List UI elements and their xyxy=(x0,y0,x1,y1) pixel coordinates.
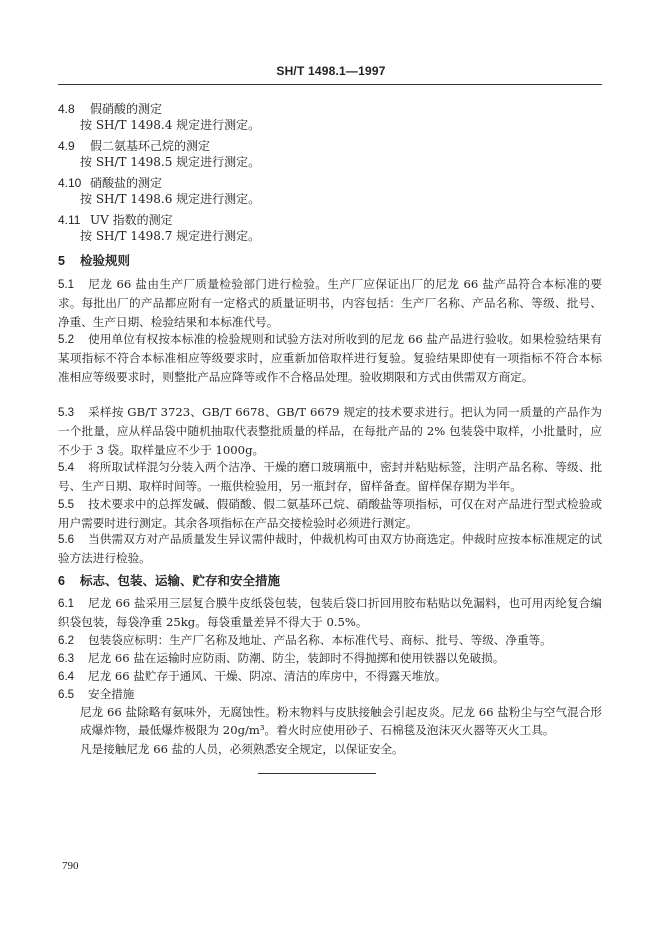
clause-text: 安全措施 xyxy=(88,687,135,701)
clause-body: 按 SH/T 1498.5 规定进行测定。 xyxy=(80,155,261,169)
section-5-heading xyxy=(58,251,130,269)
clause-6-3 xyxy=(58,649,602,668)
clause-text: 包装袋应标明：生产厂名称及地址、产品名称、本标准代号、商标、批号、等级、净重等。 xyxy=(88,633,552,647)
safety-measures-text: 尼龙 66 盐除略有氨味外，无腐蚀性。粉末物料与皮肤接触会引起皮炎。尼龙 66 盐粉尘与空气混合形成爆炸物，最低爆炸极限为 20g/m³。着火时应使用砂子、石棉毯及泡沫灭火器等灭火工具。 xyxy=(80,705,602,738)
clause-number: 6.5 xyxy=(58,688,75,701)
clause-5-4 xyxy=(58,458,602,496)
clause-number: 5.1 xyxy=(58,278,75,291)
clause-5-1 xyxy=(58,275,602,331)
clause-6-5 xyxy=(58,685,602,704)
section-4-9 xyxy=(58,138,602,170)
clause-text: 尼龙 66 盐采用三层复合膜牛皮纸袋包装，包装后袋口折回用胶布粘贴以免漏料，也可用丙纶复合编织袋包装，每袋净重 25kg。每袋重量差异不得大于 0.5%。 xyxy=(58,596,602,630)
clause-number: 5.3 xyxy=(58,406,75,419)
clause-number: 5.4 xyxy=(58,461,75,474)
clause-6-1 xyxy=(58,594,602,632)
clause-number: 4.8 xyxy=(58,102,75,116)
clause-5-6 xyxy=(58,530,602,568)
closing-text: 凡是接触尼龙 66 盐的人员，必须熟悉安全规定，以保证安全。 xyxy=(80,742,404,756)
clause-text: 尼龙 66 盐由生产厂质量检验部门进行检验。生产厂应保证出厂的尼龙 66 盐产品符合本标准的要求。每批出厂的产品都应附有一定格式的质量证明书，内容包括：生产厂名称、产品名称、等级、批号、净重、生产日期、检验结果和本标准代号。 xyxy=(58,277,602,329)
clause-number: 6.2 xyxy=(58,634,75,647)
clause-number: 5.5 xyxy=(58,498,75,511)
header-rule xyxy=(58,84,602,85)
section-title: 检验规则 xyxy=(80,253,131,268)
clause-text: 使用单位有权按本标准的检验规则和试验方法对所收到的尼龙 66 盐产品进行验收。如果检验结果有某项指标不符合本标准相应等级要求时，应重新加倍取样进行复验。复验结果即使有一项指标不符合本标准相应等级要求时，则整批产品应降等或作不合格品处理。验收期限和方式由供需双方商定。 xyxy=(58,332,602,384)
clause-5-2 xyxy=(58,330,602,386)
clause-number: 6.1 xyxy=(58,597,75,610)
clause-title: 硝酸盐的测定 xyxy=(90,176,163,190)
clause-6-2 xyxy=(58,631,602,650)
section-number: 6 xyxy=(58,574,65,588)
end-of-standard-rule xyxy=(258,773,376,774)
clause-text: 技术要求中的总挥发碱、假硝酸、假二氨基环己烷、硝酸盐等项指标，可仅在对产品进行型式检验或用户需要时进行测定。其余各项指标在产品交接检验时必须进行测定。 xyxy=(58,497,602,531)
section-title: 标志、包装、运输、贮存和安全措施 xyxy=(80,573,281,588)
standard-code-header: SH/T 1498.1—1997 xyxy=(276,64,386,78)
clause-title: 假二氨基环己烷的测定 xyxy=(90,139,211,153)
clause-body: 按 SH/T 1498.6 规定进行测定。 xyxy=(80,192,261,206)
section-6-heading xyxy=(58,571,280,589)
clause-number: 6.3 xyxy=(58,652,75,665)
clause-text: 将所取试样混匀分装入两个洁净、干燥的磨口玻璃瓶中，密封并粘贴标签，注明产品名称、等级、批号、生产日期、取样时间等。一瓶供检验用，另一瓶封存，留样备查。留样保存期为半年。 xyxy=(58,460,602,494)
clause-text: 尼龙 66 盐贮存于通风、干燥、阴凉、清洁的库房中，不得露天堆放。 xyxy=(88,669,447,683)
section-number: 5 xyxy=(58,254,65,268)
clause-text: 当供需双方对产品质量发生异议需仲裁时，仲裁机构可由双方协商选定。仲裁时应按本标准规定的试验方法进行检验。 xyxy=(58,532,602,566)
clause-5-3 xyxy=(58,403,602,459)
clause-6-4 xyxy=(58,667,602,686)
clause-number: 4.9 xyxy=(58,139,75,153)
clause-title: 假硝酸的测定 xyxy=(90,102,163,116)
clause-number: 4.10 xyxy=(58,176,82,190)
clause-number: 5.2 xyxy=(58,333,75,346)
clause-number: 4.11 xyxy=(58,213,81,227)
clause-5-5 xyxy=(58,495,602,533)
clause-body: 按 SH/T 1498.4 规定进行测定。 xyxy=(80,118,261,132)
clause-body: 按 SH/T 1498.7 规定进行测定。 xyxy=(80,229,261,243)
section-4-10 xyxy=(58,175,602,207)
section-4-11 xyxy=(58,212,602,244)
clause-number: 5.6 xyxy=(58,533,75,546)
clause-number: 6.4 xyxy=(58,670,75,683)
section-4-8 xyxy=(58,101,602,133)
clause-title: UV 指数的测定 xyxy=(90,213,173,227)
page-number: 790 xyxy=(62,860,79,872)
clause-text: 尼龙 66 盐在运输时应防雨、防潮、防尘，装卸时不得抛掷和使用铁器以免破损。 xyxy=(88,651,505,665)
clause-text: 采样按 GB/T 3723、GB/T 6678、GB/T 6679 规定的技术要求进行。把认为同一质量的产品作为一个批量，应从样品袋中随机抽取代表整批质量的样品，在每批产品的 2% 包装袋中取样，小批量时，应不少于 3 袋。取样量应不少于 1000g。 xyxy=(58,405,602,457)
